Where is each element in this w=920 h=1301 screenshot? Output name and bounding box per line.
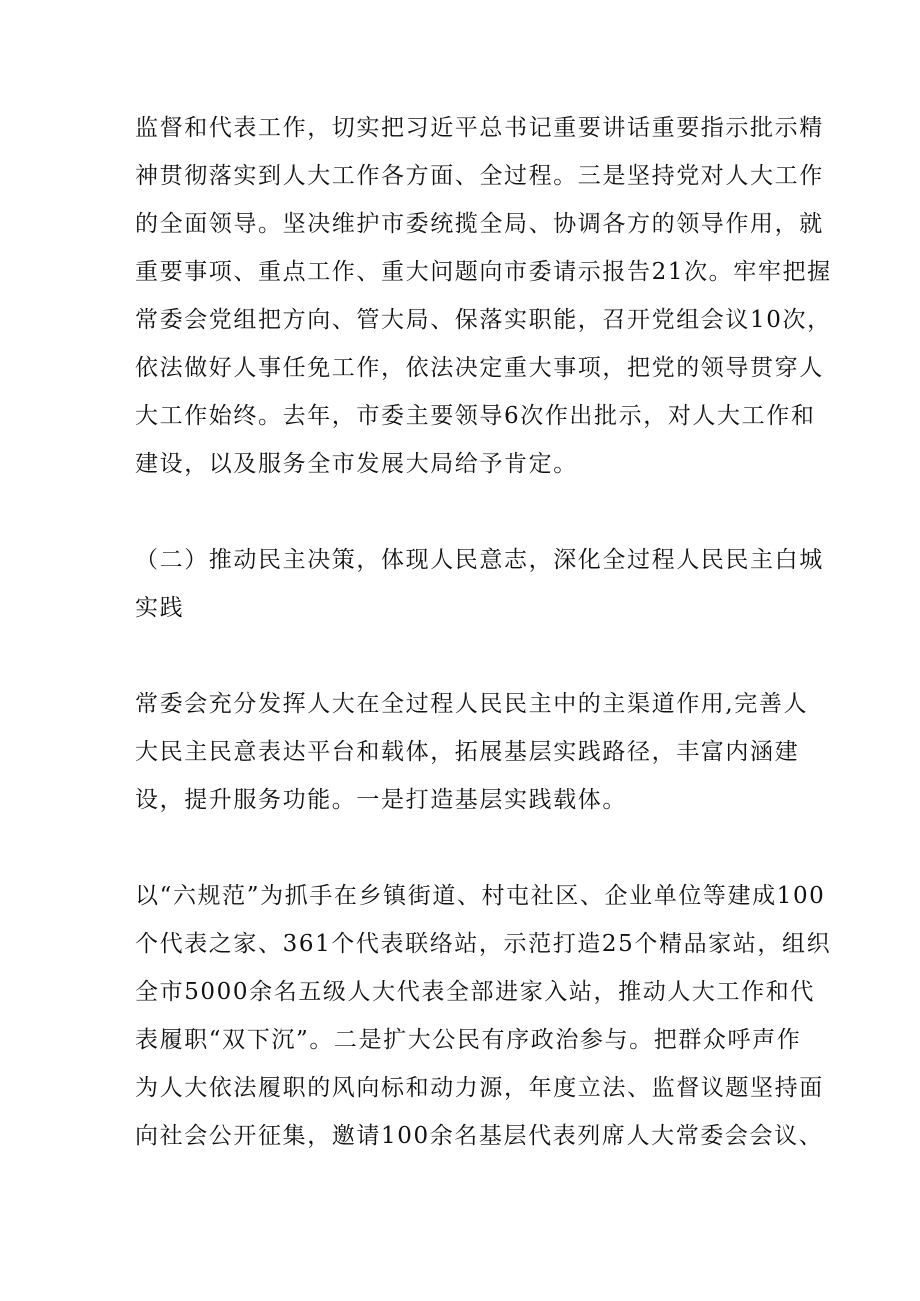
paragraph-line: 大民主民意表达平台和载体，拓展基层实践路径，丰富内涵建 (135, 739, 800, 765)
paragraph-line: 个代表之家、361个代表联络站，示范打造25个精品家站，组织 (135, 931, 832, 957)
section-heading: （二）推动民主决策，体现人民意志，深化全过程人民民主白城 (135, 547, 824, 573)
paragraph-line: 设，提升服务功能。一是打造基层实践载体。 (135, 787, 627, 813)
paragraph-line: 以“六规范”为抓手在乡镇街道、村屯社区、企业单位等建成100 (135, 883, 826, 909)
paragraph-line: 全市5000余名五级人大代表全部进家入站，推动人大工作和代 (135, 979, 815, 1005)
paragraph-line: 神贯彻落实到人大工作各方面、全过程。三是坚持党对人大工作 (135, 163, 824, 189)
section-heading-continued: 实践 (135, 595, 185, 621)
paragraph-line: 监督和代表工作，切实把习近平总书记重要讲话重要指示批示精 (135, 115, 824, 141)
paragraph-line: 向社会公开征集，邀请100余名基层代表列席人大常委会会议、 (135, 1123, 824, 1149)
paragraph-line: 建设，以及服务全市发展大局给予肯定。 (135, 451, 578, 477)
paragraph-line: 常委会充分发挥人大在全过程人民民主中的主渠道作用,完善人 (135, 691, 809, 717)
paragraph-line: 常委会党组把方向、管大局、保落实职能，召开党组会议10次， (135, 307, 832, 333)
paragraph-line: 为人大依法履职的风向标和动力源，年度立法、监督议题坚持面 (135, 1075, 824, 1101)
paragraph-line: 的全面领导。坚决维护市委统揽全局、协调各方的领导作用，就 (135, 211, 824, 237)
paragraph-line: 大工作始终。去年，市委主要领导6次作出批示，对人大工作和 (135, 403, 816, 429)
paragraph-line: 重要事项、重点工作、重大问题向市委请示报告21次。牢牢把握 (135, 259, 832, 285)
paragraph-line: 依法做好人事任免工作，依法决定重大事项，把党的领导贯穿人 (135, 355, 824, 381)
paragraph-line: 表履职“双下沉”。二是扩大公民有序政治参与。把群众呼声作 (135, 1027, 802, 1053)
